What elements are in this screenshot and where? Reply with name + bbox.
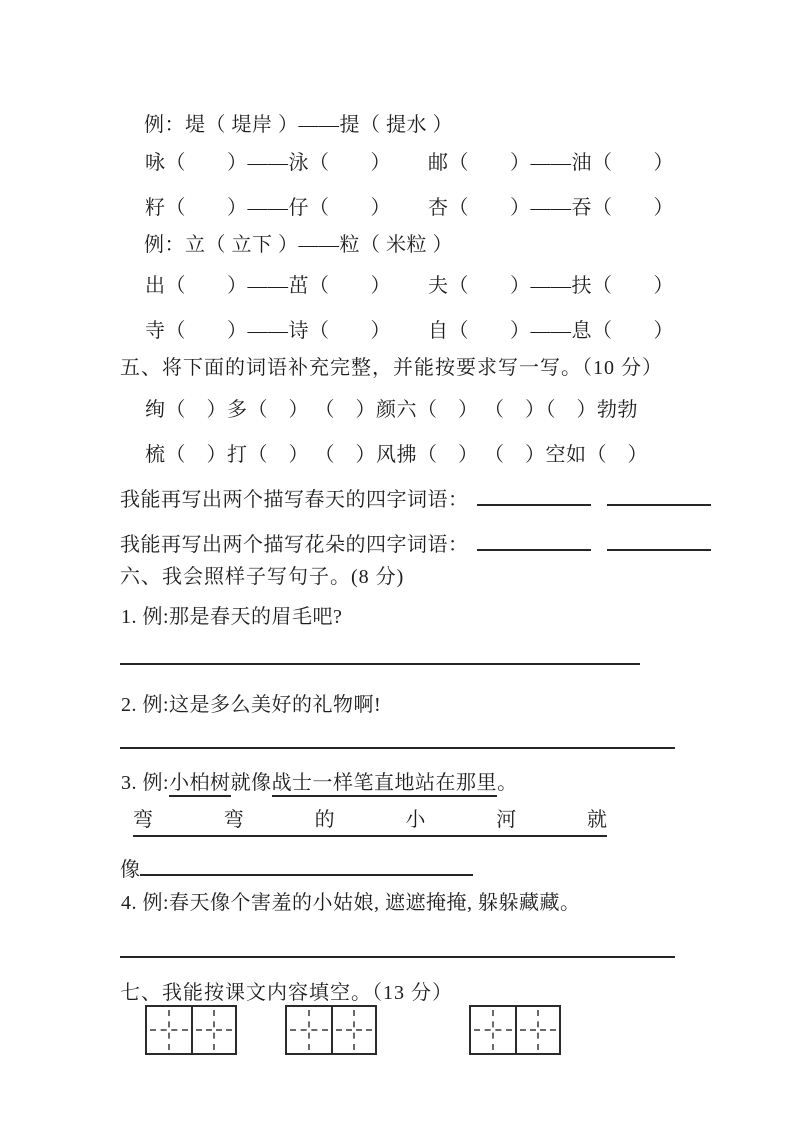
matching-row-left: 寺（ ）——诗（ ） [145,320,391,342]
prompt-spring-words [120,486,711,512]
prompt-flower-label: 我能再写出两个描写花朵的四字词语： [120,534,469,556]
fill-char: 的 [314,809,335,831]
prompt-spring-label: 我能再写出两个描写春天的四字词语： [120,489,469,511]
answer-line [120,747,675,749]
item-3-underlined-predicate: 战士一样笔直地站在那里 [272,772,498,797]
answer-line [120,663,640,665]
fill-char: 就 [586,809,607,831]
sentence-item-2: 2. 例:这是多么美好的礼物啊! [121,694,382,716]
character-grid-cell [331,1007,375,1053]
character-grid-cell [471,1007,515,1053]
character-grid-cell [287,1007,331,1053]
item-3-fill-row [133,809,607,837]
fill-char: 弯 [133,809,153,831]
matching-row-right: 自（ ）——息（ ） [428,320,674,342]
matching-example-1: 例：堤（ 堤岸 ）——提（ 提水 ） [144,114,453,136]
item-3-underlined-subject: 小柏树 [169,772,231,797]
item-3-suffix: 。 [497,772,518,794]
character-grid-cell [515,1007,559,1053]
character-grid-cell [191,1007,235,1053]
section-seven-title: 七、我能按课文内容填空。（13 分） [120,982,453,1004]
answer-line [120,956,675,958]
fill-char: 小 [405,809,426,831]
answer-blank [607,531,711,551]
fill-prefix: 像 [120,859,140,881]
answer-blank [607,486,711,506]
matching-row-right: 夫（ ）——扶（ ） [428,275,674,297]
answer-blank [140,856,473,876]
section-five-title: 五、将下面的词语补充完整，并能按要求写一写。（10 分） [120,357,663,379]
answer-blank [477,531,591,551]
fill-char: 弯 [223,809,244,831]
character-grid-pair [469,1005,561,1055]
item-3-middle: 就像 [230,772,272,794]
matching-row-left: 籽（ ）——仔（ ） [145,197,391,219]
character-grid-cell [147,1007,191,1053]
fill-char: 河 [496,809,517,831]
answer-blank [477,486,591,506]
matching-row-left: 咏（ ）——泳（ ） [145,152,391,174]
word-completion-line-1: 绚（ ）多（ ） （ ）颜六（ ） （ ）（ ）勃勃 [145,399,638,421]
sentence-item-3 [121,771,518,795]
word-completion-line-2: 梳（ ）打（ ） （ ）风拂（ ） （ ）空如（ ） [145,444,648,466]
item-3-prefix: 3. 例: [121,772,170,794]
matching-example-2: 例：立（ 立下 ）——粒（ 米粒 ） [144,234,453,256]
item-3-fill-row-2 [120,856,473,882]
matching-row-right: 杏（ ）——吞（ ） [428,197,674,219]
sentence-item-1: 1. 例:那是春天的眉毛吧? [121,606,343,628]
prompt-flower-words [120,531,711,557]
matching-row-right: 邮（ ）——油（ ） [428,152,674,174]
matching-row-left: 出（ ）——茁（ ） [145,275,391,297]
sentence-item-4: 4. 例:春天像个害羞的小姑娘, 遮遮掩掩, 躲躲藏藏。 [121,892,581,914]
character-grid-pair [145,1005,237,1055]
section-six-title: 六、我会照样子写句子。(8 分) [120,566,405,588]
character-grid-pair [285,1005,377,1055]
